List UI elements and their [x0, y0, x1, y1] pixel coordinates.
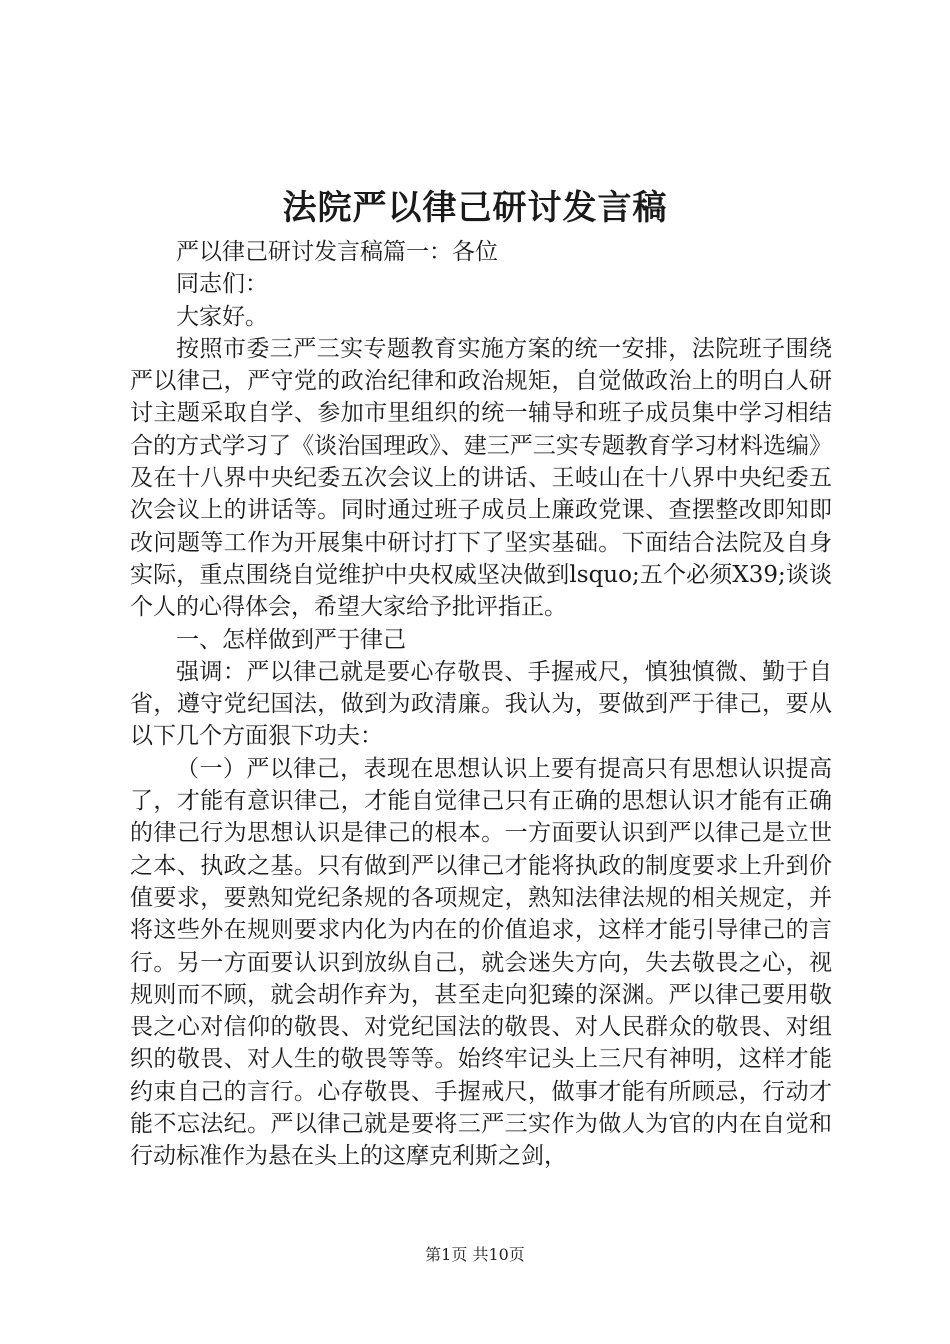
- document-body: [130, 236, 832, 1173]
- paragraph-greeting: 大家好。: [176, 303, 268, 330]
- paragraph-emphasis: 强调：严以律己就是要心存敬畏、手握戒尺，慎独慎微、勤于自省，遵守党纪国法，做到为政清廉。我认为，要做到严于律己，要从以下几个方面狠下功夫：: [130, 658, 832, 750]
- paragraph-comrades: 同志们：: [176, 271, 268, 298]
- paragraph-point-one: （一）严以律己，表现在思想认识上要有提高只有思想认识提高了，才能有意识律己，才能自觉律己只有正确的思想认识才能有正确的律己行为思想认识是律己的根本。一方面要认识到严以律己是立世之本、执政之基。只有做到严以律己才能将执政的制度要求上升到价值要求，要熟知党纪条规的各项规定，熟知法律法规的相关规定，并将这些外在规则要求内化为内在的价值追求，这样才能引导律己的言行。另一方面要认识到放纵自己，就会迷失方向，失去敬畏之心，视规则而不顾，就会胡作弃为，甚至走向犯臻的深渊。严以律己要用敬畏之心对信仰的敬畏、对党纪国法的敬畏、对人民群众的敬畏、对组织的敬畏、对人生的敬畏等等。始终牢记头上三尺有神明，这样才能约束自己的言行。心存敬畏、手握戒尺，做事才能有所顾忌，行动才能不忘法纪。严以律己就是要将三严三实作为做人为官的内在自觉和行动标准作为悬在头上的这摩克利斯之剑，: [130, 755, 832, 1170]
- document-title: 法院严以律己研讨发言稿: [282, 188, 668, 228]
- page-footer: 第1页 共10页: [425, 1245, 525, 1264]
- paragraph-salutation: 严以律己研讨发言稿篇一：各位: [176, 239, 498, 265]
- section-heading: 一、怎样做到严于律己: [176, 626, 406, 653]
- paragraph-intro: 按照市委三严三实专题教育实施方案的统一安排，法院班子围绕严以律己，严守党的政治纪律和政治规矩，自觉做政治上的明白人研讨主题采取自学、参加市里组织的统一辅导和班子成员集中学习相结合的方式学习了《谈治国理政》、建三严三实专题教育学习材料选编》及在十八界中央纪委五次会议上的讲话、王岐山在十八界中央纪委五次会议上的讲话等。同时通过班子成员上廉政党课、查摆整改即知即改问题等工作为开展集中研讨打下了坚实基础。下面结合法院及自身实际，重点围绕自觉维护中央权威坚决做到lsquo;五个必须X39;谈谈个人的心得体会，希望大家给予批评指正。: [130, 335, 832, 621]
